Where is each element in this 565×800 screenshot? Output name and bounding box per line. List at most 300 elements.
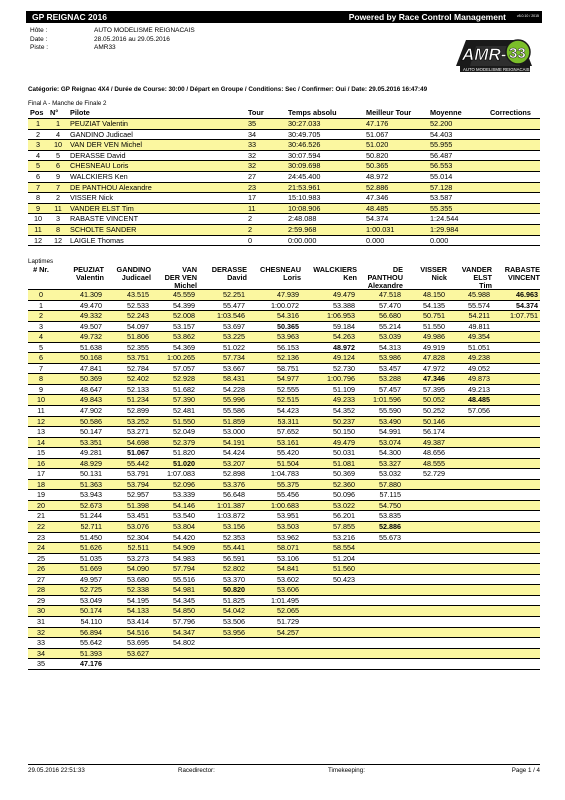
lap-time: 52.802	[197, 564, 247, 575]
final-cell: 8	[28, 193, 48, 204]
lap-time: 53.956	[197, 627, 247, 638]
lap-row	[28, 290, 540, 300]
lap-time: 47.828	[403, 353, 447, 364]
lap-number: 30	[28, 606, 54, 617]
final-cell: VISSER Nick	[68, 193, 246, 204]
final-label: Final A - Manche de Finale 2	[28, 100, 107, 107]
lap-time: 53.835	[357, 511, 403, 522]
lap-time: 48.555	[403, 458, 447, 469]
lap-number: 31	[28, 616, 54, 627]
final-cell: 7	[28, 182, 48, 193]
lap-time: 52.481	[151, 406, 197, 417]
lap-time: 53.076	[104, 522, 151, 533]
lap-time: 49.986	[403, 332, 447, 343]
lap-number: 29	[28, 595, 54, 606]
lap-time: 51.244	[54, 511, 104, 522]
lap-time: 56.648	[197, 490, 247, 501]
lap-time: 47.346	[403, 374, 447, 385]
lap-time: 45.559	[151, 290, 197, 300]
lap-time	[492, 585, 540, 596]
lap-time: 1:01.387	[197, 500, 247, 511]
lap-time: 51.504	[247, 458, 301, 469]
col-average: Moyenne	[428, 108, 488, 119]
final-cell: 24:45.400	[286, 171, 364, 182]
lap-time: 52.353	[197, 532, 247, 543]
lap-time	[492, 363, 540, 374]
lap-time	[492, 543, 540, 554]
lap-time: 49.387	[403, 437, 447, 448]
lap-time: 57.734	[197, 353, 247, 364]
lap-time	[492, 627, 540, 638]
lap-time	[403, 616, 447, 627]
lap-time	[403, 585, 447, 596]
lap-time	[492, 353, 540, 364]
lap-row	[28, 638, 540, 649]
lap-time: 49.919	[403, 342, 447, 353]
lap-time: 53.273	[104, 553, 151, 564]
final-cell: 8	[48, 224, 68, 235]
lap-time: 52.515	[247, 395, 301, 406]
lap-time	[492, 384, 540, 395]
lap-time: 54.374	[492, 300, 540, 311]
lap-time: 53.074	[357, 437, 403, 448]
final-cell: GANDINO Judicael	[68, 129, 246, 140]
lap-time: 53.414	[104, 616, 151, 627]
lap-time	[357, 606, 403, 617]
lap-time: 54.257	[247, 627, 301, 638]
lap-row	[28, 332, 540, 343]
lap-number: 4	[28, 332, 54, 343]
lap-time	[492, 479, 540, 490]
lap-time	[403, 532, 447, 543]
lap-time: 51.682	[151, 384, 197, 395]
lap-time: 55.642	[54, 638, 104, 649]
lap-time: 53.962	[247, 532, 301, 543]
lap-time	[403, 490, 447, 501]
lap-time	[447, 427, 492, 438]
lap-header-bottom: David	[227, 273, 247, 282]
final-cell: CHESNEAU Loris	[68, 161, 246, 172]
lap-time	[301, 659, 357, 670]
lap-time: 53.695	[104, 638, 151, 649]
lap-time	[357, 616, 403, 627]
lap-time	[447, 448, 492, 459]
lap-row	[28, 448, 540, 459]
lap-time: 55.420	[247, 448, 301, 459]
lap-header-bottom: Ken	[343, 273, 357, 282]
lap-time: 50.146	[403, 416, 447, 427]
lap-time	[492, 532, 540, 543]
lap-time	[447, 543, 492, 554]
final-cell: 55.014	[428, 171, 488, 182]
final-cell: 11	[246, 203, 286, 214]
lap-time	[301, 627, 357, 638]
lap-time: 50.237	[301, 416, 357, 427]
lap-number: 15	[28, 448, 54, 459]
lap-time	[492, 616, 540, 627]
lap-time	[447, 648, 492, 659]
svg-text:33: 33	[509, 45, 526, 62]
lap-time	[357, 595, 403, 606]
lap-time: 49.238	[447, 353, 492, 364]
lap-time: 53.457	[357, 363, 403, 374]
lap-header-top: WALCKIERS	[313, 265, 357, 274]
lap-time: 56.153	[247, 342, 301, 353]
lap-time: 48.485	[447, 395, 492, 406]
final-cell: 9	[48, 171, 68, 182]
lap-time: 51.109	[301, 384, 357, 395]
lap-time: 50.252	[403, 406, 447, 417]
lap-header-top: VISSER	[420, 265, 447, 274]
lap-time: 48.150	[403, 290, 447, 300]
lap-time	[301, 585, 357, 596]
lap-time: 51.550	[151, 416, 197, 427]
lap-time: 55.590	[357, 406, 403, 417]
lap-time: 52.784	[104, 363, 151, 374]
lap-time: 54.423	[247, 406, 301, 417]
lap-time: 57.796	[151, 616, 197, 627]
lap-time: 50.096	[301, 490, 357, 501]
lap-time	[247, 648, 301, 659]
svg-text:AMR-: AMR-	[462, 45, 507, 64]
final-row	[28, 224, 540, 235]
lap-time: 51.398	[104, 500, 151, 511]
lap-time: 52.096	[151, 479, 197, 490]
lap-time: 49.479	[301, 290, 357, 300]
lap-time	[403, 574, 447, 585]
lap-time: 49.873	[447, 374, 492, 385]
final-cell: 55.955	[428, 140, 488, 151]
lap-time: 55.214	[357, 321, 403, 332]
lap-time	[492, 553, 540, 564]
lap-number: 21	[28, 511, 54, 522]
lap-time: 51.859	[197, 416, 247, 427]
lap-number: 5	[28, 342, 54, 353]
final-cell: 1:24.544	[428, 214, 488, 225]
lap-time: 56.894	[54, 627, 104, 638]
final-cell: 10	[48, 140, 68, 151]
lap-time: 52.673	[54, 500, 104, 511]
lap-time: 50.369	[54, 374, 104, 385]
lap-time	[403, 638, 447, 649]
final-cell: 57.128	[428, 182, 488, 193]
lap-time: 53.862	[151, 332, 197, 343]
lap-time	[301, 638, 357, 649]
lap-time	[447, 574, 492, 585]
lap-time	[447, 638, 492, 649]
final-cell	[488, 182, 540, 193]
lap-time: 57.470	[357, 300, 403, 311]
lap-number: 33	[28, 638, 54, 649]
lap-time: 54.133	[104, 606, 151, 617]
lap-time	[447, 479, 492, 490]
lap-time: 58.751	[247, 363, 301, 374]
lap-row	[28, 458, 540, 469]
lap-time: 52.133	[104, 384, 151, 395]
final-row	[28, 203, 540, 214]
lap-time: 54.352	[301, 406, 357, 417]
lap-time: 59.184	[301, 321, 357, 332]
lap-time	[492, 638, 540, 649]
lap-time: 1:00.265	[151, 353, 197, 364]
final-cell: 17	[246, 193, 286, 204]
final-cell: 47.176	[364, 119, 428, 130]
lap-time: 1:01.596	[357, 395, 403, 406]
lap-time	[447, 616, 492, 627]
final-cell: 4	[48, 129, 68, 140]
lap-time: 50.052	[403, 395, 447, 406]
lap-time: 52.725	[54, 585, 104, 596]
lap-time	[357, 638, 403, 649]
lap-time: 51.669	[54, 564, 104, 575]
final-cell: 6	[48, 161, 68, 172]
lap-row	[28, 522, 540, 533]
final-row	[28, 171, 540, 182]
final-cell: 4	[28, 150, 48, 161]
final-cell: 56.553	[428, 161, 488, 172]
lap-time: 49.233	[301, 395, 357, 406]
lap-header-top: RABASTE	[504, 265, 540, 274]
final-cell: 0	[246, 235, 286, 246]
header-bar	[26, 11, 542, 23]
lap-row	[28, 648, 540, 659]
final-cell: 48.485	[364, 203, 428, 214]
lap-time: 52.251	[197, 290, 247, 300]
lap-time: 51.550	[403, 321, 447, 332]
final-cell: PEUZIAT Valentin	[68, 119, 246, 130]
lap-time: 51.051	[447, 342, 492, 353]
final-cell: 0.000	[428, 235, 488, 246]
lap-time	[447, 595, 492, 606]
lap-time: 53.963	[247, 332, 301, 343]
page-number: Page 1 / 4	[511, 767, 540, 774]
lap-number: 25	[28, 553, 54, 564]
lap-time	[247, 638, 301, 649]
lap-time	[197, 638, 247, 649]
lap-number: 0	[28, 290, 54, 300]
svg-text:AUTO MODELISME REIGNACAIS: AUTO MODELISME REIGNACAIS	[463, 67, 530, 72]
lap-time: 47.518	[357, 290, 403, 300]
lap-row	[28, 384, 540, 395]
event-meta	[30, 27, 195, 53]
amr33-logo	[452, 36, 538, 74]
lap-time	[492, 469, 540, 480]
lap-time: 55.456	[247, 490, 301, 501]
final-cell: VAN DER VEN Michel	[68, 140, 246, 151]
final-cell: 32	[246, 150, 286, 161]
lap-time: 55.477	[197, 300, 247, 311]
lap-header-bottom: PANTHOU	[367, 273, 403, 282]
lap-time: 56.201	[301, 511, 357, 522]
lap-time: 54.399	[151, 300, 197, 311]
final-cell: 51.067	[364, 129, 428, 140]
lap-row	[28, 406, 540, 417]
meta-date: Date : 28.05.2016 au 29.05.2016	[30, 35, 170, 43]
lap-header-bottom: VINCENT	[507, 273, 540, 282]
final-cell: 15:10.983	[286, 193, 364, 204]
lap-time	[301, 616, 357, 627]
lap-time: 1:06.953	[301, 311, 357, 322]
lap-time: 54.802	[151, 638, 197, 649]
lap-time: 53.540	[151, 511, 197, 522]
lap-time: 55.375	[247, 479, 301, 490]
lap-time	[492, 564, 540, 575]
final-cell: 30:46.526	[286, 140, 364, 151]
lap-time: 57.855	[301, 522, 357, 533]
lap-time	[357, 574, 403, 585]
lap-time	[447, 490, 492, 501]
lap-time: 53.311	[247, 416, 301, 427]
lap-time: 48.647	[54, 384, 104, 395]
lap-time	[492, 342, 540, 353]
lap-number: 11	[28, 406, 54, 417]
lap-time: 50.423	[301, 574, 357, 585]
racedirector-label: Racedirector:	[178, 767, 215, 774]
lap-time: 53.503	[247, 522, 301, 533]
final-cell: 30:07.594	[286, 150, 364, 161]
lap-time: 56.680	[357, 311, 403, 322]
lap-time: 56.174	[403, 427, 447, 438]
lap-row	[28, 300, 540, 311]
lap-time: 52.886	[357, 522, 403, 533]
lap-time	[447, 469, 492, 480]
lap-time	[492, 321, 540, 332]
lap-time	[492, 406, 540, 417]
lap-number: 23	[28, 532, 54, 543]
lap-time: 54.263	[301, 332, 357, 343]
lap-row	[28, 532, 540, 543]
lap-time: 50.031	[301, 448, 357, 459]
final-cell: 5	[48, 150, 68, 161]
category-line: Catégorie: GP Reignac 4X4 / Durée de Course: 30:00 / Départ en Groupe / Conditions: Sec / Confirmer: Oui / Date: 29.05.2016 16:47:49	[28, 86, 428, 93]
lap-header-top: VANDER	[461, 265, 492, 274]
final-cell: 23	[246, 182, 286, 193]
final-cell: 12	[48, 235, 68, 246]
lap-time: 55.996	[197, 395, 247, 406]
final-cell: 7	[48, 182, 68, 193]
lap-time: 49.507	[54, 321, 104, 332]
lap-time: 41.309	[54, 290, 104, 300]
lap-time: 53.951	[247, 511, 301, 522]
lap-number: 24	[28, 543, 54, 554]
final-cell: WALCKIERS Ken	[68, 171, 246, 182]
lap-time: 53.156	[197, 522, 247, 533]
lap-time: 52.729	[403, 469, 447, 480]
final-cell	[488, 171, 540, 182]
lap-time: 53.791	[104, 469, 151, 480]
lap-time: 1:03.546	[197, 311, 247, 322]
lap-time: 57.457	[357, 384, 403, 395]
lap-number: 14	[28, 437, 54, 448]
lap-time	[492, 606, 540, 617]
lap-time	[447, 416, 492, 427]
final-cell: 30:09.698	[286, 161, 364, 172]
lap-time	[492, 395, 540, 406]
lap-time	[357, 543, 403, 554]
meta-host: Hôte : AUTO MODELISME REIGNACAIS	[30, 27, 195, 34]
lap-time	[447, 564, 492, 575]
col-total-time: Temps absolu	[286, 108, 364, 119]
final-cell: 52.200	[428, 119, 488, 130]
lap-time: 48.656	[403, 448, 447, 459]
lap-time: 57.652	[247, 427, 301, 438]
final-cell	[488, 214, 540, 225]
final-cell	[488, 161, 540, 172]
lap-time: 55.586	[197, 406, 247, 417]
lap-time: 49.470	[54, 300, 104, 311]
lap-time	[403, 606, 447, 617]
lap-time: 54.345	[151, 595, 197, 606]
lap-time	[447, 458, 492, 469]
lap-time	[301, 595, 357, 606]
final-row	[28, 161, 540, 172]
lap-number: 22	[28, 522, 54, 533]
final-row	[28, 235, 540, 246]
lap-time: 47.841	[54, 363, 104, 374]
lap-time	[357, 553, 403, 564]
final-cell	[488, 224, 540, 235]
lap-time: 52.402	[104, 374, 151, 385]
final-cell: 12	[28, 235, 48, 246]
final-cell	[488, 140, 540, 151]
lap-time: 53.207	[197, 458, 247, 469]
lap-number: 18	[28, 479, 54, 490]
lap-time: 54.097	[104, 321, 151, 332]
lap-time	[492, 574, 540, 585]
lap-time	[403, 522, 447, 533]
lap-header-bottom: Valentin	[76, 273, 104, 282]
lap-time: 53.271	[104, 427, 151, 438]
lap-time	[492, 659, 540, 670]
lap-time: 49.354	[447, 332, 492, 343]
final-cell: 30:49.705	[286, 129, 364, 140]
lap-time	[403, 564, 447, 575]
final-cell	[488, 193, 540, 204]
lap-time: 53.157	[151, 321, 197, 332]
lap-number: 34	[28, 648, 54, 659]
laptimes-table	[28, 290, 540, 670]
lap-time: 52.957	[104, 490, 151, 501]
lap-time	[447, 522, 492, 533]
lap-time: 55.673	[357, 532, 403, 543]
lap-time	[492, 522, 540, 533]
lap-row	[28, 659, 540, 670]
lap-time: 57.395	[403, 384, 447, 395]
lap-time: 53.606	[247, 585, 301, 596]
lap-time: 58.431	[197, 374, 247, 385]
lap-time: 53.106	[247, 553, 301, 564]
lap-time: 50.820	[197, 585, 247, 596]
lap-time: 43.515	[104, 290, 151, 300]
final-cell: 52.886	[364, 182, 428, 193]
lap-header-top: PEUZIAT	[73, 265, 104, 274]
final-cell: 3	[48, 214, 68, 225]
laptimes-label: Laptimes	[28, 258, 54, 265]
final-row	[28, 119, 540, 130]
final-cell: 2:48.088	[286, 214, 364, 225]
lap-time	[301, 606, 357, 617]
lap-row	[28, 437, 540, 448]
final-cell: 50.365	[364, 161, 428, 172]
lap-time: 46.963	[492, 290, 540, 300]
lap-time: 52.730	[301, 363, 357, 374]
lap-time	[403, 511, 447, 522]
lap-time: 50.147	[54, 427, 104, 438]
powered-by: Powered by Race Control Management	[348, 12, 506, 22]
lap-row	[28, 469, 540, 480]
lap-time	[104, 659, 151, 670]
final-cell: 9	[28, 203, 48, 214]
